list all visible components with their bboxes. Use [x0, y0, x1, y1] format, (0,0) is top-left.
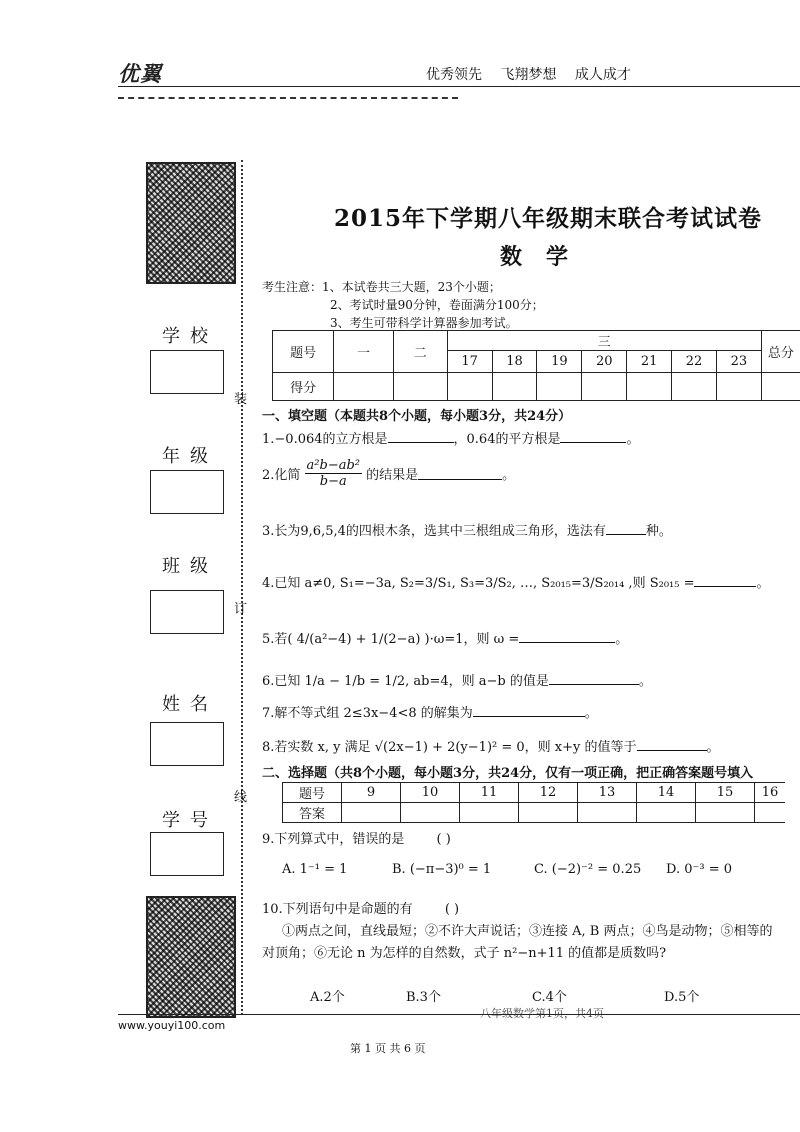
score-cell[interactable] [393, 373, 447, 401]
q7-blank[interactable] [473, 704, 585, 717]
q8-blank[interactable] [637, 738, 707, 751]
footer-divider [118, 1014, 800, 1015]
score-sub-20: 20 [582, 351, 627, 373]
answer-table-header-no: 题号 [283, 783, 342, 803]
notice-line-1: 考生注意：1、本试卷共三大题，23个小题； [262, 280, 501, 294]
score-cell[interactable] [716, 373, 761, 401]
score-sub-17: 17 [447, 351, 492, 373]
q2-text-c: 。 [502, 468, 516, 483]
answer-cell[interactable] [696, 803, 755, 823]
q9-option-d[interactable]: D. 0⁻³ = 0 [666, 862, 732, 877]
score-sub-22: 22 [672, 351, 717, 373]
score-table-col-1: 一 [334, 331, 393, 373]
q2-text-b: 的结果是 [366, 468, 419, 483]
score-sub-19: 19 [537, 351, 582, 373]
section-1-heading: 一、填空题（本题共8个小题，每小题3分，共24分） [262, 409, 572, 424]
q5-end: 。 [615, 632, 629, 647]
answer-cell[interactable] [578, 803, 637, 823]
answer-num-11: 11 [460, 783, 519, 803]
score-cell[interactable] [492, 373, 537, 401]
answer-num-15: 15 [696, 783, 755, 803]
answer-cell[interactable] [342, 803, 401, 823]
grade-field[interactable] [150, 470, 224, 514]
score-sub-21: 21 [627, 351, 672, 373]
answer-num-10: 10 [401, 783, 460, 803]
q9-option-c[interactable]: C. (−2)⁻² = 0.25 [534, 862, 642, 877]
class-field[interactable] [150, 590, 224, 634]
q3-text-a: 3.长为9,6,5,4的四根木条，选其中三根组成三角形，选法有 [262, 524, 606, 539]
bind-mark-ding: 订 [234, 602, 248, 617]
score-table-total: 总分 [761, 331, 800, 373]
q1-blank-2[interactable] [560, 430, 626, 443]
answer-cell[interactable] [637, 803, 696, 823]
answer-table-header-ans: 答案 [283, 803, 342, 823]
grade-label: 年级 [162, 446, 218, 467]
qr-code-bottom [146, 896, 236, 1018]
q1-text-c: 。 [626, 432, 640, 447]
q1-text-a: 1.−0.064的立方根是 [262, 432, 388, 447]
q3-text-b: 种。 [645, 524, 672, 539]
question-6 [262, 670, 652, 689]
answer-num-14: 14 [637, 783, 696, 803]
q2-denominator: b−a [319, 474, 347, 489]
school-field[interactable] [150, 350, 224, 394]
q10-statement-line-1: ①两点之间，直线最短；②不许大声说话；③连接 A, B 两点；④鸟是动物；⑤相等的 [282, 924, 773, 939]
q3-blank[interactable] [606, 522, 646, 535]
q2-blank[interactable] [418, 467, 502, 480]
name-label: 姓名 [162, 694, 218, 715]
logo: 优翼 [118, 62, 162, 86]
bind-mark-xian: 线 [234, 790, 248, 805]
answer-cell[interactable] [755, 803, 786, 823]
score-sub-18: 18 [492, 351, 537, 373]
answer-num-16: 16 [755, 783, 786, 803]
score-cell[interactable] [761, 373, 800, 401]
score-table [272, 330, 800, 401]
answer-num-12: 12 [519, 783, 578, 803]
dashed-divider [118, 97, 458, 99]
q6-end: 。 [638, 674, 652, 689]
q9-option-b[interactable]: B. (−π−3)⁰ = 1 [392, 862, 492, 877]
q9-option-a[interactable]: A. 1⁻¹ = 1 [282, 862, 348, 877]
page-number: 第 1 页 共 6 页 [350, 1042, 426, 1055]
answer-num-13: 13 [578, 783, 637, 803]
school-label: 学校 [162, 326, 218, 347]
inner-page-footer: 八年级数学第1页，共4页 [480, 1007, 604, 1020]
question-2 [262, 458, 515, 489]
score-table-col-3: 三 [447, 331, 761, 351]
footer-url: www.youyi100.com [118, 1019, 226, 1032]
score-table-col-2: 二 [393, 331, 447, 373]
q2-numerator: a²b−ab² [306, 458, 361, 473]
notice-line-2: 2、考试时量90分钟，卷面满分100分； [330, 298, 544, 312]
question-9 [262, 828, 451, 847]
score-cell[interactable] [334, 373, 393, 401]
q7-end: 。 [584, 706, 598, 721]
student-no-label: 学号 [162, 810, 218, 831]
q10-option-b[interactable]: B.3个 [406, 990, 441, 1005]
q1-text-b: ，0.64的平方根是 [453, 432, 561, 447]
notice-line-3: 3、考生可带科学计算器参加考试。 [330, 316, 518, 330]
q10-option-d[interactable]: D.5个 [664, 990, 700, 1005]
answer-cell[interactable] [460, 803, 519, 823]
qr-code-top [146, 162, 236, 284]
q4-end: 。 [756, 576, 770, 591]
section-2-heading: 二、选择题（共8个小题，每小题3分，共24分，仅有一项正确，把正确答案题号填入 [262, 766, 754, 781]
exam-title: 2015年下学期八年级期末联合考试试卷 [334, 205, 763, 232]
q4-text: 4.已知 a≠0, S₁=−3a, S₂=3/S₁, S₃=3/S₂, …, S₂₀₁₅=3/S₂₀₁₄ ,则 S₂₀₁₅ = [262, 576, 695, 591]
q8-text: 8.若实数 x, y 满足 √(2x−1) + 2(y−1)² = 0，则 x+y 的值等于 [262, 740, 637, 755]
slogan: 优秀领先 飞翔梦想 成人成才 [426, 67, 631, 83]
question-7 [262, 702, 598, 721]
q6-blank[interactable] [549, 672, 639, 685]
answer-cell[interactable] [519, 803, 578, 823]
q10-text: 10.下列语句中是命题的有 [262, 902, 413, 917]
answer-num-9: 9 [342, 783, 401, 803]
score-cell[interactable] [447, 373, 492, 401]
q7-text: 7.解不等式组 2≤3x−4<8 的解集为 [262, 706, 473, 721]
q6-text: 6.已知 1/a − 1/b = 1/2, ab=4，则 a−b 的值是 [262, 674, 549, 689]
q2-fraction [305, 458, 362, 489]
q10-paren[interactable]: ( ) [444, 902, 460, 917]
q10-option-a[interactable]: A.2个 [310, 990, 345, 1005]
subject-title: 数学 [500, 244, 593, 270]
answer-cell[interactable] [401, 803, 460, 823]
q10-statement-line-2: 对顶角；⑥无论 n 为怎样的自然数，式子 n²−n+11 的值都是质数吗? [262, 946, 667, 961]
score-cell[interactable] [582, 373, 627, 401]
question-3 [262, 520, 672, 539]
q9-paren[interactable]: ( ) [436, 832, 451, 847]
question-4 [262, 572, 770, 591]
answer-table [282, 782, 785, 823]
score-table-header-no: 题号 [273, 331, 334, 373]
q5-text: 5.若( 4/(a²−4) + 1/(2−a) )·ω=1，则 ω = [262, 632, 520, 647]
q8-end: 。 [706, 740, 720, 755]
q9-text: 9.下列算式中，错误的是 [262, 832, 405, 847]
name-field[interactable] [150, 722, 224, 766]
question-8 [262, 736, 720, 755]
header-divider [118, 86, 800, 87]
score-cell[interactable] [627, 373, 672, 401]
q1-blank-1[interactable] [388, 430, 454, 443]
question-5 [262, 628, 628, 647]
score-cell[interactable] [672, 373, 717, 401]
binding-dotted-line [241, 160, 243, 1015]
question-10 [262, 898, 459, 917]
question-1 [262, 428, 639, 447]
score-cell[interactable] [537, 373, 582, 401]
bind-mark-zhuang: 装 [234, 392, 248, 407]
q2-text-a: 2.化简 [262, 468, 301, 483]
student-no-field[interactable] [150, 832, 224, 876]
q4-blank[interactable] [694, 574, 756, 587]
q10-option-c[interactable]: C.4个 [532, 990, 567, 1005]
q5-blank[interactable] [519, 630, 615, 643]
score-table-header-score: 得分 [273, 373, 334, 401]
class-label: 班级 [162, 556, 218, 577]
score-sub-23: 23 [716, 351, 761, 373]
